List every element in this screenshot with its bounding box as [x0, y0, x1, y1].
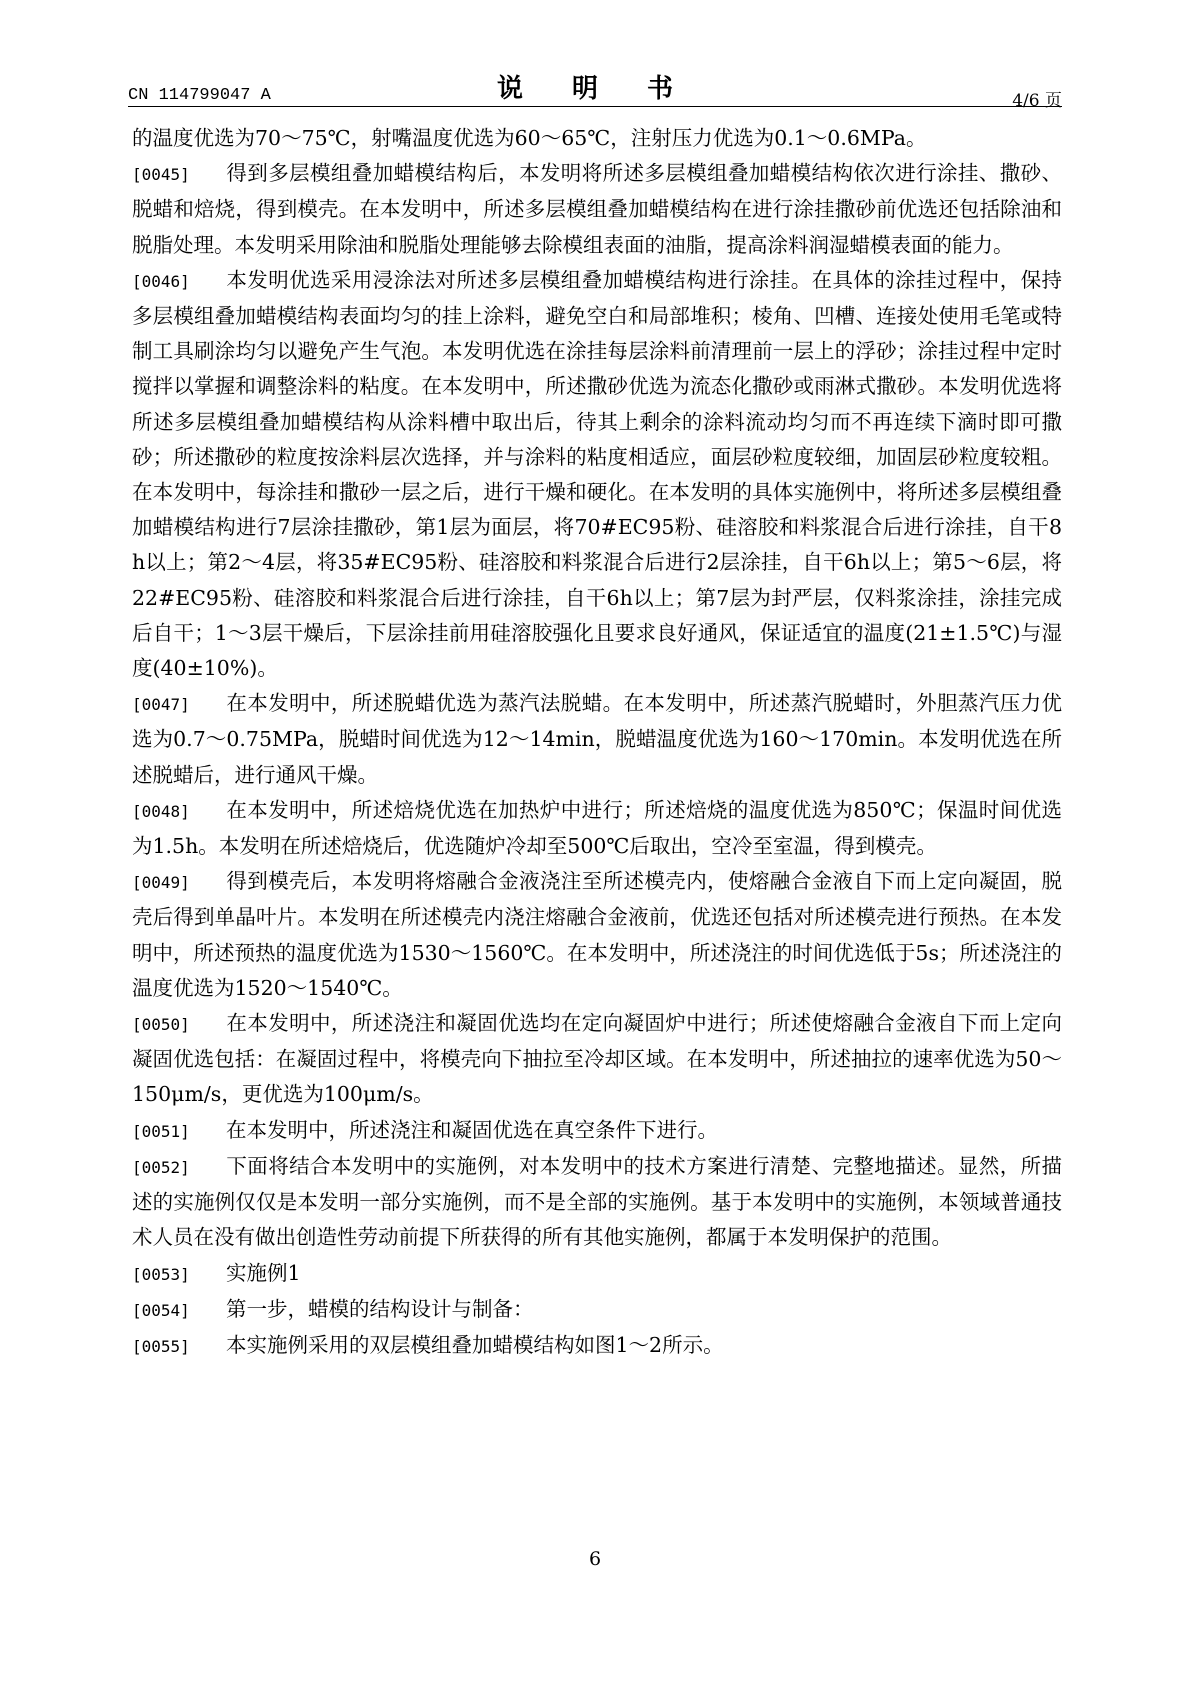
paragraph-number: [0054] — [132, 1300, 190, 1320]
document-title: 说 明 书 — [496, 74, 694, 104]
paragraph — [132, 1328, 1062, 1364]
paragraph — [132, 1006, 1062, 1113]
paragraph-text: 下面将结合本发明中的实施例，对本发明中的技术方案进行清楚、完整地描述。显然，所描述的实施例仅仅是本发明一部分实施例，而不是全部的实施例。基于本发明中的实施例，本领域普通技术人员在没有做出创造性劳动前提下所获得的所有其他实施例，都属于本发明保护的范围。 — [132, 1153, 1062, 1250]
paragraph — [132, 263, 1062, 686]
paragraph-text: 本实施例采用的双层模组叠加蜡模结构如图1～2所示。 — [226, 1332, 724, 1357]
paragraph-text: 本发明优选采用浸涂法对所述多层模组叠加蜡模结构进行涂挂。在具体的涂挂过程中，保持多层模组叠加蜡模结构表面均匀的挂上涂料，避免空白和局部堆积；棱角、凹槽、连接处使用毛笔或特制工具刷涂均匀以避免产生气泡。本发明优选在涂挂每层涂料前清理前一层上的浮砂；涂挂过程中定时搅拌以掌握和调整涂料的粘度。在本发明中，所述撒砂优选为流态化撒砂或雨淋式撒砂。本发明优选将所述多层模组叠加蜡模结构从涂料槽中取出后，待其上剩余的涂料流动均匀而不再连续下滴时即可撒砂；所述撒砂的粒度按涂料层次选择，并与涂料的粘度相适应，面层砂粒度较细，加固层砂粒度较粗。在本发明中，每涂挂和撒砂一层之后，进行干燥和硬化。在本发明的具体实施例中，将所述多层模组叠加蜡模结构进行7层涂挂撒砂，第1层为面层，将70#EC95粉、硅溶胶和料浆混合后进行涂挂，自干8h以上；第2～4层，将35#EC95粉、硅溶胶和料浆混合后进行2层涂挂，自干6h以上；第5～6层，将22#EC95粉、硅溶胶和料浆混合后进行涂挂，自干6h以上；第7层为封严层，仅料浆涂挂，涂挂完成后自干；1～3层干燥后，下层涂挂前用硅溶胶强化且要求良好通风，保证适宜的温度(21±1.5℃)与湿度(40±10%)。 — [132, 267, 1062, 681]
paragraph-text: 在本发明中，所述浇注和凝固优选在真空条件下进行。 — [226, 1117, 718, 1142]
paragraph-number: [0048] — [132, 801, 190, 821]
paragraph-number: [0045] — [132, 165, 190, 185]
paragraph — [132, 686, 1062, 793]
paragraph — [132, 1113, 1062, 1149]
paragraph-text: 的温度优选为70～75℃，射嘴温度优选为60～65℃，注射压力优选为0.1～0.6MPa。 — [132, 126, 927, 150]
paragraph-number: [0049] — [132, 873, 190, 893]
paragraph — [132, 156, 1062, 263]
paragraph-text: 实施例1 — [226, 1260, 301, 1285]
paragraph — [132, 1149, 1062, 1256]
patent-number: CN 114799047 A — [128, 86, 271, 105]
paragraph-number: [0052] — [132, 1157, 190, 1177]
paragraph-number: [0051] — [132, 1121, 190, 1141]
paragraph — [132, 864, 1062, 1006]
page-footer — [0, 1548, 1190, 1570]
paragraph — [132, 793, 1062, 864]
paragraph-text: 在本发明中，所述焙烧优选在加热炉中进行；所述焙烧的温度优选为850℃；保温时间优选为1.5h。本发明在所述焙烧后，优选随炉冷却至500℃后取出，空冷至室温，得到模壳。 — [132, 797, 1062, 859]
page-header — [128, 60, 1062, 110]
page-label: 4/6 页 — [1012, 91, 1062, 111]
paragraph-number: [0046] — [132, 271, 190, 291]
header-rule — [128, 106, 1062, 107]
paragraph-text: 第一步，蜡模的结构设计与制备： — [226, 1296, 534, 1321]
document-body — [132, 121, 1062, 1364]
paragraph-text: 在本发明中，所述浇注和凝固优选均在定向凝固炉中进行；所述使熔融合金液自下而上定向凝固优选包括：在凝固过程中，将模壳向下抽拉至冷却区域。在本发明中，所述抽拉的速率优选为50～150μm/s，更优选为100μm/s。 — [132, 1011, 1062, 1107]
paragraph — [132, 121, 1062, 156]
paragraph-text: 在本发明中，所述脱蜡优选为蒸汽法脱蜡。在本发明中，所述蒸汽脱蜡时，外胆蒸汽压力优选为0.7～0.75MPa，脱蜡时间优选为12～14min，脱蜡温度优选为160～170min。本发明优选在所述脱蜡后，进行通风干燥。 — [132, 691, 1062, 787]
page-number: 6 — [588, 1548, 602, 1570]
paragraph-number: [0053] — [132, 1264, 190, 1284]
paragraph-number: [0047] — [132, 695, 190, 715]
paragraph — [132, 1256, 1062, 1292]
paragraph-text: 得到模壳后，本发明将熔融合金液浇注至所述模壳内，使熔融合金液自下而上定向凝固，脱壳后得到单晶叶片。本发明在所述模壳内浇注熔融合金液前，优选还包括对所述模壳进行预热。在本发明中，所述预热的温度优选为1530～1560℃。在本发明中，所述浇注的时间优选低于5s；所述浇注的温度优选为1520～1540℃。 — [132, 869, 1062, 1000]
paragraph-number: [0055] — [132, 1336, 190, 1356]
paragraph — [132, 1292, 1062, 1328]
paragraph-text: 得到多层模组叠加蜡模结构后，本发明将所述多层模组叠加蜡模结构依次进行涂挂、撒砂、脱蜡和焙烧，得到模壳。在本发明中，所述多层模组叠加蜡模结构在进行涂挂撒砂前优选还包括除油和脱脂处理。本发明采用除油和脱脂处理能够去除模组表面的油脂，提高涂料润湿蜡模表面的能力。 — [132, 161, 1062, 257]
paragraph-number: [0050] — [132, 1015, 190, 1035]
